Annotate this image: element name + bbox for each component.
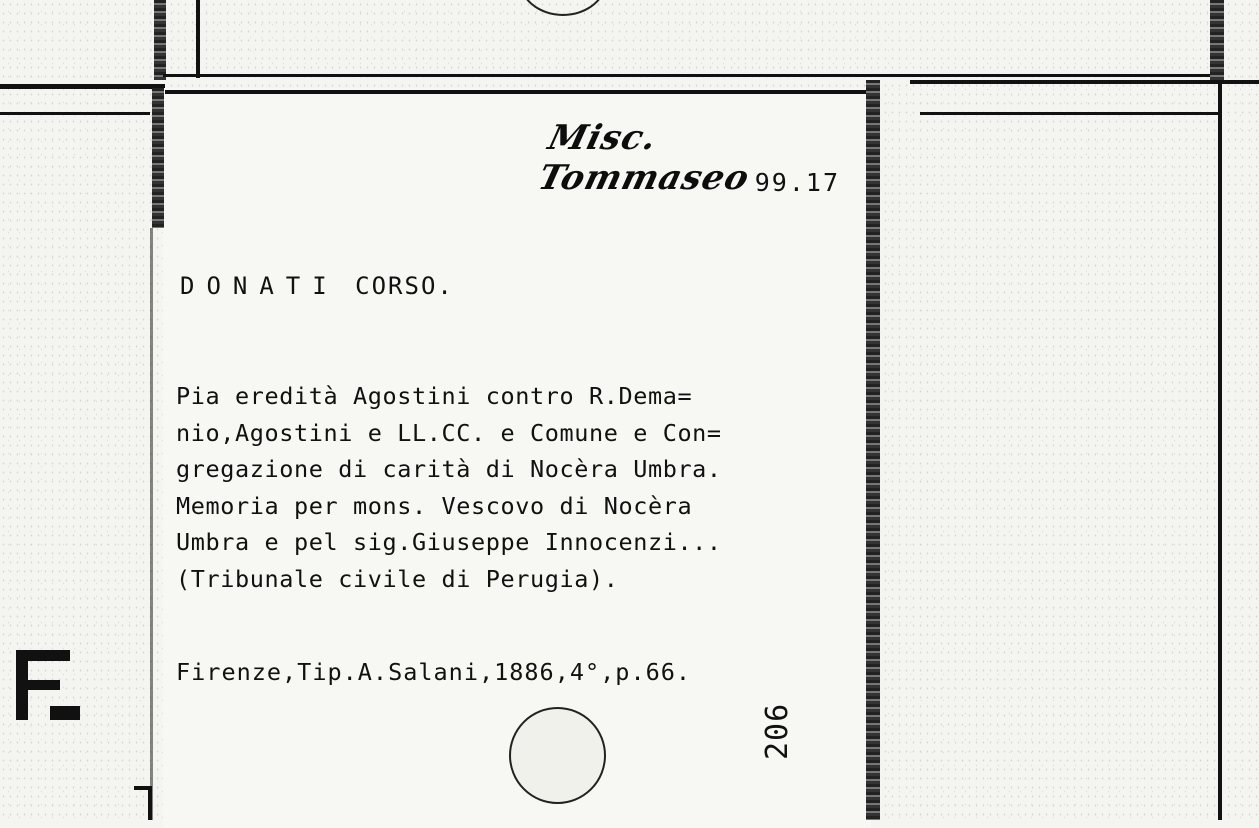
side-number: 206 <box>760 702 795 760</box>
shelfmark: 99.17 <box>754 168 840 197</box>
punch-hole <box>509 707 606 804</box>
right-card-edge <box>1218 84 1222 820</box>
collection-signature: Misc. Tommaseo <box>534 118 754 198</box>
card-top-edge <box>165 90 870 94</box>
corner-bracket <box>120 778 160 820</box>
imprint-line: Firenze,Tip.A.Salani,1886,4°,p.66. <box>176 658 692 686</box>
author-heading <box>180 272 780 300</box>
card-left-edge-lower <box>150 228 153 820</box>
right-strip-line-2 <box>920 112 1220 115</box>
top-card-bottom-edge <box>163 74 1223 77</box>
right-strip-line <box>910 80 1259 84</box>
title-description <box>176 378 876 597</box>
f-mark-glyph <box>14 646 84 726</box>
title-line: gregazione di carità di Nocèra Umbra. <box>176 455 722 483</box>
title-line: nio,Agostini e LL.CC. e Comune e Con= <box>176 418 722 447</box>
title-line: Pia eredità Agostini contro R.Dema= <box>176 382 693 410</box>
left-strip-line <box>0 84 165 89</box>
author-surname: DONATI <box>180 272 339 300</box>
top-right-rough-edge <box>1210 0 1224 80</box>
title-line: Memoria per mons. Vescovo di Nocèra <box>176 491 693 520</box>
author-forename: CORSO. <box>355 272 454 300</box>
f-mark <box>14 646 84 726</box>
title-line: (Tribunale civile di Perugia). <box>176 564 619 593</box>
top-card-rough-edge <box>154 0 166 80</box>
left-strip-line-2 <box>0 112 150 115</box>
card-left-edge <box>152 88 164 228</box>
title-line: Umbra e pel sig.Giuseppe Innocenzi... <box>176 528 722 556</box>
top-card-left-edge <box>196 0 200 78</box>
